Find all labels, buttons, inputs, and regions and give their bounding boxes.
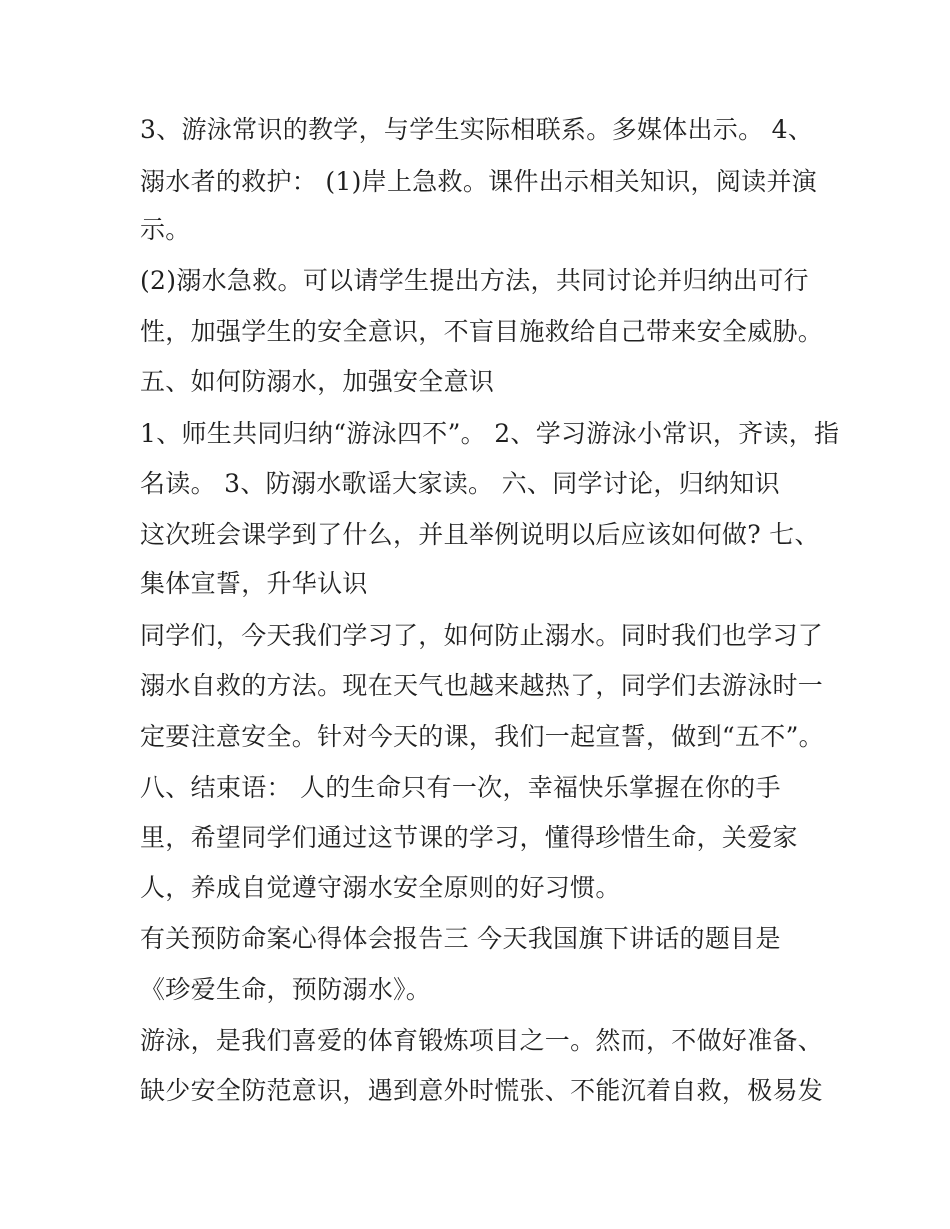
text-line: 同学们，今天我们学习了，如何防止溺水。同时我们也学习了 <box>140 621 824 650</box>
text-line: 有关预防命案心得体会报告三 今天我国旗下讲话的题目是 <box>140 924 781 953</box>
text-line: 人，养成自觉遵守溺水安全原则的好习惯。 <box>140 873 621 902</box>
text-line: 名读。 3、防溺水歌谣大家读。 六、同学讨论，归纳知识 <box>140 469 780 498</box>
section-heading: 五、如何防溺水，加强安全意识 <box>140 367 495 396</box>
text-line: (2)溺水急救。可以请学生提出方法，共同讨论并归纳出可行 <box>140 266 809 295</box>
text-line: 溺水者的救护： (1)岸上急救。课件出示相关知识，阅读并演 <box>140 167 818 196</box>
text-line: 溺水自救的方法。现在天气也越来越热了，同学们去游泳时一 <box>140 671 824 700</box>
text-line: 这次班会课学到了什么，并且举例说明以后应该如何做? 七、 <box>140 520 820 549</box>
text-line: 缺少安全防范意识，遇到意外时慌张、不能沉着自救，极易发 <box>140 1076 824 1105</box>
text-line: 《珍爱生命，预防溺水》。 <box>140 975 432 1004</box>
text-line: 性，加强学生的安全意识，不盲目施救给自己带来安全威胁。 <box>140 317 824 346</box>
text-line: 示。 <box>140 215 191 244</box>
text-line: 集体宣誓，升华认识 <box>140 569 368 598</box>
text-line: 定要注意安全。针对今天的课，我们一起宣誓，做到“五不”。 <box>140 722 824 751</box>
text-line: 3、游泳常识的教学，与学生实际相联系。多媒体出示。 4、 <box>140 115 814 144</box>
text-line: 游泳，是我们喜爱的体育锻炼项目之一。然而，不做好准备、 <box>140 1026 824 1055</box>
text-line: 里，希望同学们通过这节课的学习，懂得珍惜生命，关爱家 <box>140 823 798 852</box>
text-line: 八、结束语： 人的生命只有一次，幸福快乐掌握在你的手 <box>140 773 781 802</box>
text-line: 1、师生共同归纳“游泳四不”。 2、学习游泳小常识，齐读，指 <box>140 419 840 448</box>
